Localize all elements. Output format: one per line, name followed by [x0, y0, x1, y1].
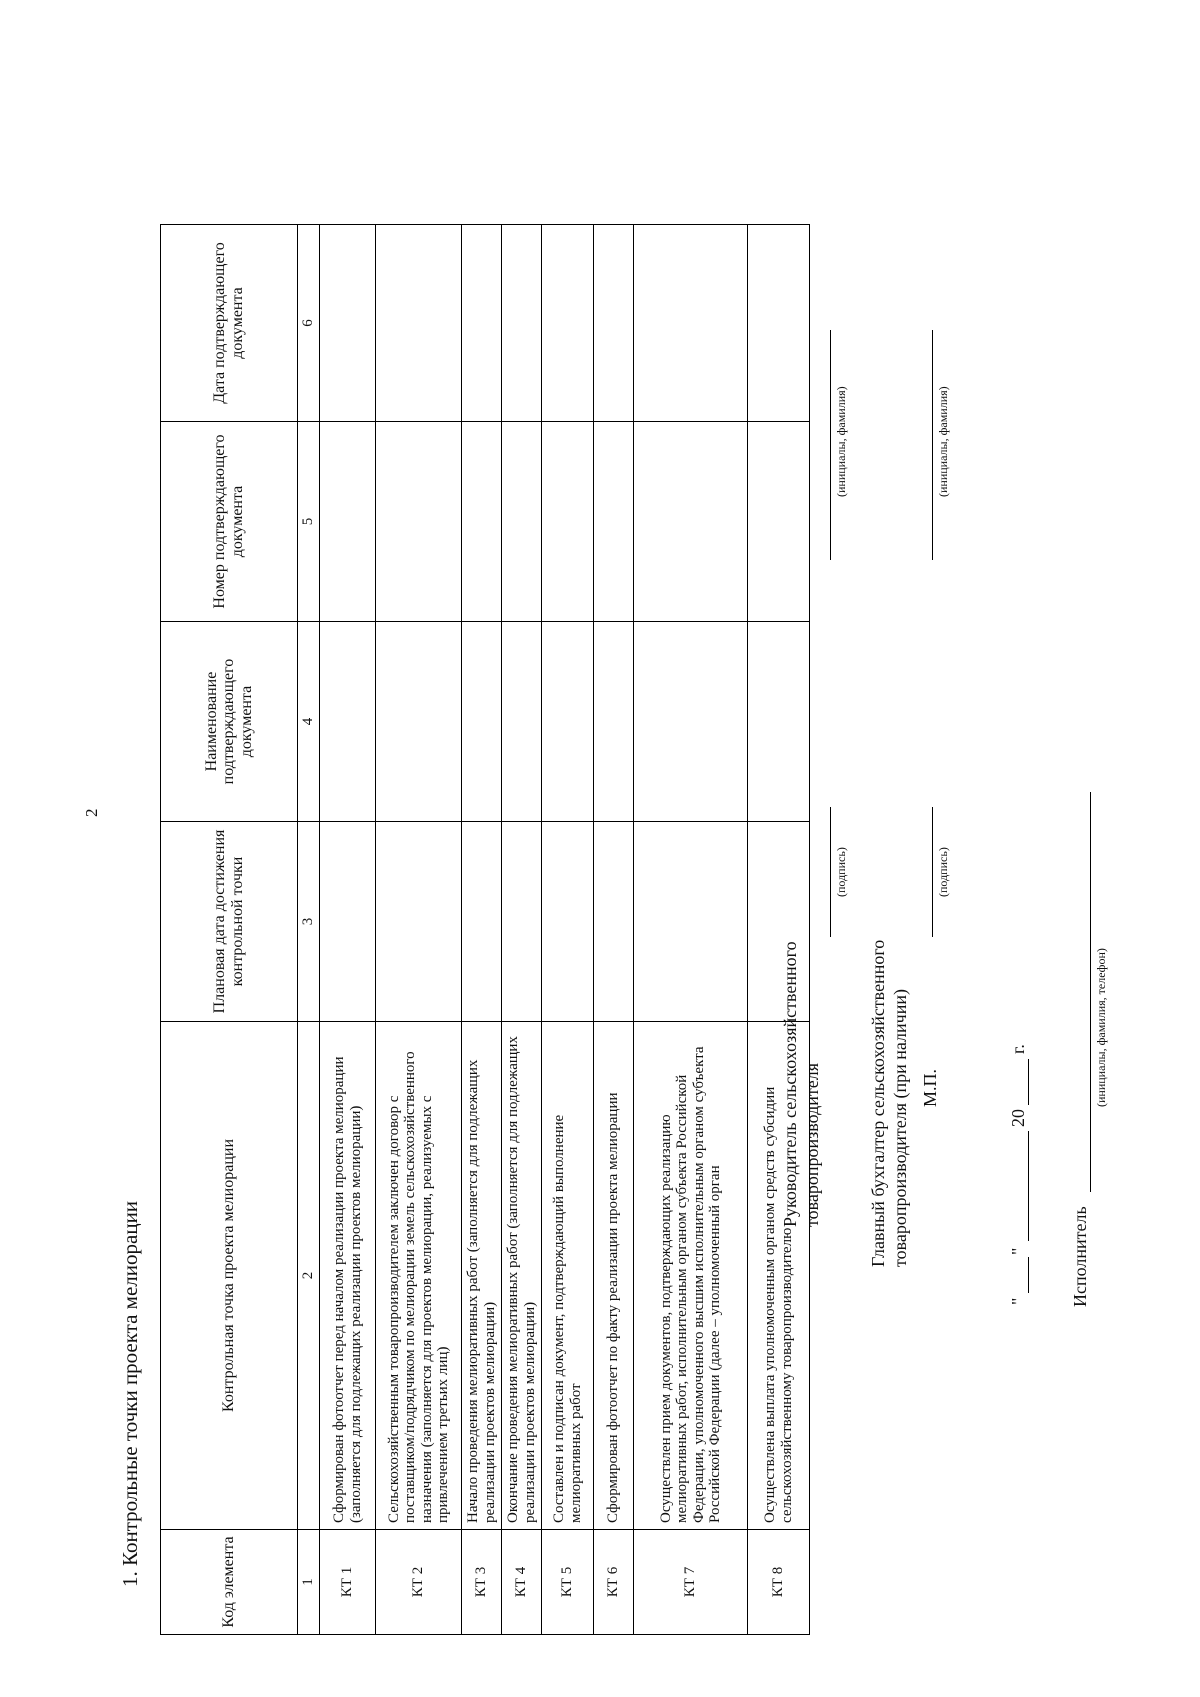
- header-code: Код элемента: [161, 1530, 298, 1635]
- cell-document-name[interactable]: [462, 622, 502, 822]
- column-number: 5: [298, 422, 320, 622]
- column-number: 4: [298, 622, 320, 822]
- head-initials-line[interactable]: [830, 330, 831, 560]
- accountant-initials-line[interactable]: [932, 330, 933, 560]
- accountant-label: [868, 940, 911, 1267]
- cell-document-name[interactable]: [502, 622, 542, 822]
- cell-document-date[interactable]: [462, 225, 502, 422]
- section-title: 1. Контрольные точки проекта мелиорации: [118, 1200, 142, 1587]
- cell-document-number[interactable]: [634, 422, 748, 622]
- cell-document-number[interactable]: [462, 422, 502, 622]
- header-document-name: Наименование подтверждающего документа: [161, 622, 298, 822]
- row-code: КТ 7: [634, 1530, 748, 1635]
- cell-document-date[interactable]: [542, 225, 594, 422]
- table-row: [542, 225, 594, 1635]
- executor-hint: (инициалы, фамилия, телефон): [1094, 948, 1108, 1107]
- date-year-suffix: г.: [1008, 1044, 1028, 1054]
- cell-document-number[interactable]: [502, 422, 542, 622]
- row-text: Осуществлена выплата уполномоченным органом средств субсидии сельскохозяйственному товаропроизводителю: [748, 1022, 810, 1530]
- header-document-date: Дата подтверждающего документа: [161, 225, 298, 422]
- row-text: Начало проведения мелиоративных работ (заполняется для подлежащих реализации проектов мелиорации): [462, 1022, 502, 1530]
- row-code: КТ 1: [320, 1530, 376, 1635]
- executor-label: Исполнитель: [1070, 1206, 1090, 1307]
- header-document-number: Номер подтверждающего документа: [161, 422, 298, 622]
- cell-document-name[interactable]: [594, 622, 634, 822]
- date-quote-open: ": [1008, 1297, 1028, 1305]
- cell-planned-date[interactable]: [502, 822, 542, 1022]
- cell-planned-date[interactable]: [320, 822, 376, 1022]
- column-number: 6: [298, 225, 320, 422]
- header-planned-date: Плановая дата достижения контрольной точки: [161, 822, 298, 1022]
- control-points-table: [160, 224, 810, 1635]
- cell-planned-date[interactable]: [542, 822, 594, 1022]
- table-row: [462, 225, 502, 1635]
- row-code: КТ 8: [748, 1530, 810, 1635]
- cell-document-number[interactable]: [542, 422, 594, 622]
- cell-document-name[interactable]: [320, 622, 376, 822]
- table-row: [594, 225, 634, 1635]
- table-row: [634, 225, 748, 1635]
- table-row: [376, 225, 462, 1635]
- row-text: Окончание проведения мелиоративных работ (заполняется для подлежащих реализации проектов мелиорации): [502, 1022, 542, 1530]
- row-code: КТ 2: [376, 1530, 462, 1635]
- table-row: [502, 225, 542, 1635]
- column-number: 3: [298, 822, 320, 1022]
- cell-document-number[interactable]: [320, 422, 376, 622]
- cell-planned-date[interactable]: [376, 822, 462, 1022]
- accountant-label-line2: товаропроизводителя (при наличии): [889, 989, 910, 1267]
- column-number: 2: [298, 1022, 320, 1530]
- accountant-initials-hint: (инициалы, фамилия): [936, 386, 950, 497]
- row-code: КТ 6: [594, 1530, 634, 1635]
- table-header-row: [161, 225, 298, 1635]
- accountant-label-line1: Главный бухгалтер сельскохозяйственного: [868, 939, 888, 1267]
- table-row: [748, 225, 810, 1635]
- cell-document-name[interactable]: [634, 622, 748, 822]
- table-row: [320, 225, 376, 1635]
- head-signature-line[interactable]: [830, 807, 831, 937]
- date-year-prefix: 20: [1008, 1109, 1028, 1127]
- cell-document-date[interactable]: [594, 225, 634, 422]
- cell-document-name[interactable]: [748, 622, 810, 822]
- column-numbers-row: [298, 225, 320, 1635]
- cell-planned-date[interactable]: [594, 822, 634, 1022]
- stamp-mark: М.П.: [920, 1068, 940, 1107]
- page-number: 2: [82, 808, 101, 817]
- row-code: КТ 3: [462, 1530, 502, 1635]
- column-number: 1: [298, 1530, 320, 1635]
- head-initials-hint: (инициалы, фамилия): [834, 386, 848, 497]
- accountant-signature-hint: (подпись): [936, 847, 950, 897]
- executor-line[interactable]: [1090, 792, 1091, 1192]
- cell-document-date[interactable]: [320, 225, 376, 422]
- row-text: Сформирован фотоотчет по факту реализации проекта мелиорации: [594, 1022, 634, 1530]
- head-signature-hint: (подпись): [834, 847, 848, 897]
- date-day-line[interactable]: [1028, 1257, 1029, 1293]
- cell-document-number[interactable]: [594, 422, 634, 622]
- cell-document-name[interactable]: [542, 622, 594, 822]
- row-code: КТ 4: [502, 1530, 542, 1635]
- row-text: Осуществлен прием документов, подтверждающих реализацию мелиоративных работ, исполнительным органом субъекта Российской Федерации, уполномоченного высшим исполнительным органом субъекта Российской Федерации (далее – уполномоченный орган: [634, 1022, 748, 1530]
- cell-document-date[interactable]: [634, 225, 748, 422]
- head-label: [780, 941, 823, 1227]
- accountant-signature-line[interactable]: [932, 807, 933, 937]
- cell-document-date[interactable]: [748, 225, 810, 422]
- cell-document-date[interactable]: [376, 225, 462, 422]
- header-control-point: Контрольная точка проекта мелиорации: [161, 1022, 298, 1530]
- head-label-line1: Руководитель сельскохозяйственного: [780, 941, 800, 1227]
- cell-document-number[interactable]: [376, 422, 462, 622]
- row-text: Составлен и подписан документ, подтверждающий выполнение мелиоративных работ: [542, 1022, 594, 1530]
- row-code: КТ 5: [542, 1530, 594, 1635]
- date-month-line[interactable]: [1028, 1131, 1029, 1241]
- row-text: Сельскохозяйственным товаропроизводителем заключен договор с поставщиком/подрядчиком по мелиорации земель сельскохозяйственного назначения (заполняется для проектов мелиорации, реализуемых с привлечением третьих лиц): [376, 1022, 462, 1530]
- row-text: Сформирован фотоотчет перед началом реализации проекта мелиорации (заполняется для подлежащих реализации проектов мелиорации): [320, 1022, 376, 1530]
- date-quote-close: ": [1008, 1247, 1028, 1255]
- cell-document-number[interactable]: [748, 422, 810, 622]
- cell-document-name[interactable]: [376, 622, 462, 822]
- head-label-line2: товаропроизводителя: [801, 1062, 822, 1227]
- date-year-line[interactable]: [1028, 1059, 1029, 1105]
- cell-planned-date[interactable]: [462, 822, 502, 1022]
- cell-document-date[interactable]: [502, 225, 542, 422]
- cell-planned-date[interactable]: [634, 822, 748, 1022]
